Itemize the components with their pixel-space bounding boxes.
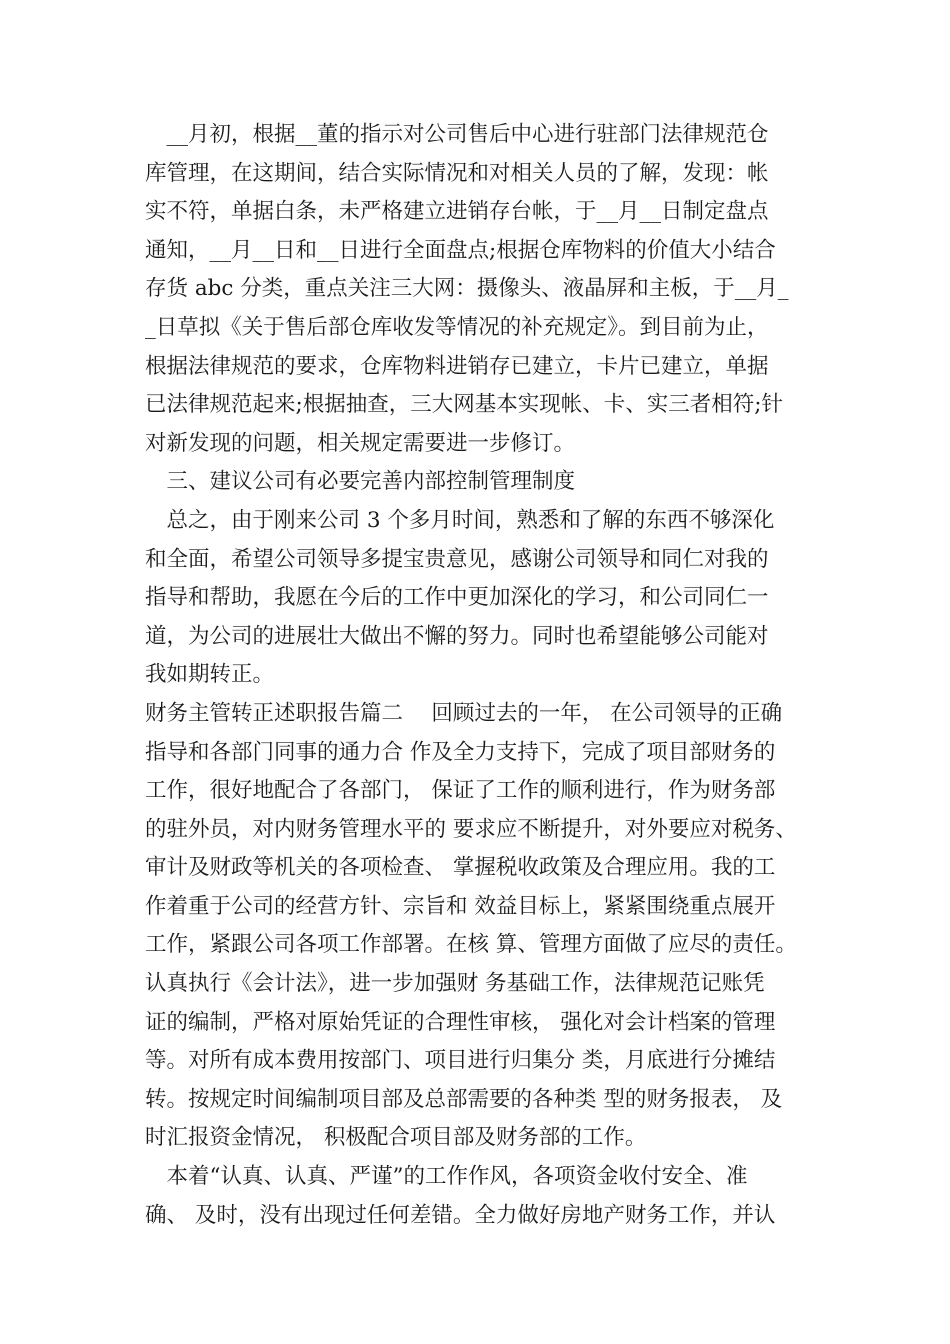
- text-line: 道，为公司的进展壮大做出不懈的努力。同时也希望能够公司能对: [145, 623, 769, 649]
- text-line: 和全面，希望公司领导多提宝贵意见，感谢公司领导和同仁对我的: [145, 546, 769, 572]
- text-line: 财务主管转正述职报告篇二 回顾过去的一年， 在公司领导的正确: [145, 700, 783, 726]
- text-line: 库管理，在这期间，结合实际情况和对相关人员的了解，发现：帐: [145, 160, 769, 186]
- text-line: 等。对所有成本费用按部门、项目进行归集分 类，月底进行分摊结: [145, 1048, 776, 1074]
- text-line: 确、 及时，没有出现过任何差错。全力做好房地产财务工作，并认: [145, 1202, 776, 1228]
- text-line: 通知，__月__日和__日进行全面盘点;根据仓库物料的价值大小结合: [145, 237, 776, 263]
- text-line: 工作，紧跟公司各项工作部署。在核 算、管理方面做了应尽的责任。: [145, 932, 797, 958]
- section-heading: 三、建议公司有必要完善内部控制管理制度: [145, 469, 576, 495]
- text-line: 存货 abc 分类，重点关注三大网：摄像头、液晶屏和主板，于__月_: [145, 276, 789, 302]
- text-line: _日草拟《关于售后部仓库收发等情况的补充规定》。到目前为止，: [145, 314, 769, 340]
- text-line: 的驻外员，对内财务管理水平的 要求应不断提升，对外要应对税务、: [145, 816, 797, 842]
- text-line: 审计及财政等机关的各项检查、 掌握税收政策及合理应用。我的工: [145, 855, 776, 881]
- text-line: 实不符，单据白条，未严格建立进销存台帐，于__月__日制定盘点: [145, 199, 769, 225]
- text-line: 总之，由于刚来公司 3 个多月时间，熟悉和了解的东西不够深化: [145, 507, 775, 533]
- text-line: __月初，根据__董的指示对公司售后中心进行驻部门法律规范仓: [145, 122, 769, 147]
- text-line: 时汇报资金情况， 积极配合项目部及财务部的工作。: [145, 1125, 647, 1151]
- text-line: 认真执行《会计法》，进一步加强财 务基础工作，法律规范记账凭: [145, 971, 765, 997]
- body-text: [145, 116, 815, 1235]
- text-line: 我如期转正。: [145, 662, 275, 688]
- text-line: 已法律规范起来;根据抽查，三大网基本实现帐、卡、实三者相符;针: [145, 392, 783, 418]
- text-line: 转。按规定时间编制项目部及总部需要的各种类 型的财务报表， 及: [145, 1086, 783, 1112]
- text-line: 工作，很好地配合了各部门， 保证了工作的顺利进行，作为财务部: [145, 778, 776, 804]
- text-line: 本着“认真、认真、严谨”的工作作风，各项资金收付安全、准: [145, 1164, 748, 1190]
- text-line: 作着重于公司的经营方针、宗旨和 效益目标上，紧紧围绕重点展开: [145, 893, 776, 919]
- text-line: 根据法律规范的要求，仓库物料进销存已建立，卡片已建立，单据: [145, 353, 769, 379]
- text-line: 对新发现的问题，相关规定需要进一步修订。: [145, 430, 576, 456]
- text-line: 指导和各部门同事的通力合 作及全力支持下，完成了项目部财务的: [145, 739, 776, 765]
- text-line: 指导和帮助，我愿在今后的工作中更加深化的学习，和公司同仁一: [145, 585, 769, 611]
- text-line: 证的编制，严格对原始凭证的合理性审核， 强化对会计档案的管理: [145, 1009, 776, 1035]
